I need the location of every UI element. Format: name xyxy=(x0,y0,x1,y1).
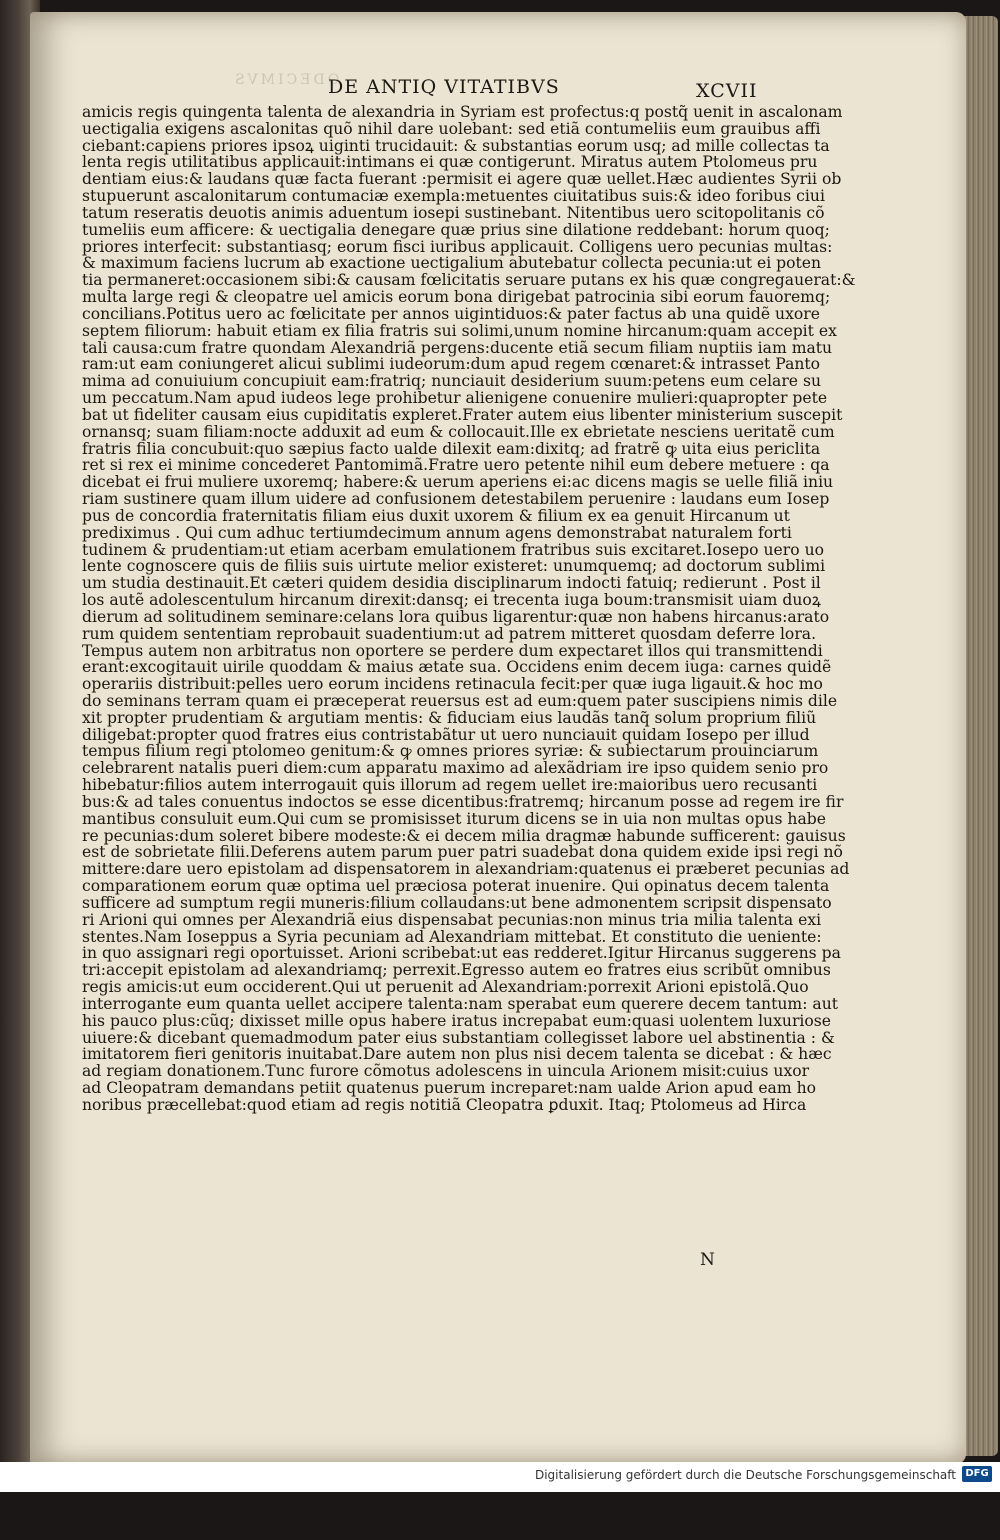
text-line: xit propter prudentiam & argutiam mentis: & fiduciam eius laudãs tanq̃ solum proprium filiũ xyxy=(82,708,817,727)
body-text-block xyxy=(82,103,856,1540)
text-line: stupuerunt ascalonitarum contumaciæ exempla:metuentes ciuitatibus suis:& ideo foribus ciui xyxy=(82,187,825,206)
text-line: los autẽ adolescentulum hircanum direxit:dansq; ei trecenta iuga boum:transmisit uiam duoꝝ xyxy=(82,591,821,610)
text-line: riam sustinere quam illum uidere ad confusionem detestabilem peruenire : laudans eum Iosep xyxy=(82,490,830,509)
text-line: ciebant:capiens priores ipsoꝝ uiginti trucidauit: & substantias eorum usq; ad mille collectas ta xyxy=(82,136,830,155)
text-line: multa large regi & cleopatre uel amicis eorum bona dirigebat patrocinia sibi eorum fauoremq; xyxy=(82,288,831,307)
text-line: his pauco plus:cũq; dixisset mille opus habere iratus increpabat eum:quasi uolentem luxuriose xyxy=(82,1011,832,1030)
text-line: mima ad conuiuium concupiuit eam:fratriq; nunciauit desiderium suum:petens eum celare su xyxy=(82,372,822,391)
text-line: ad regiam donationem.Tunc furore cõmotus adolescens in uincula Arionem misit:cuius uxor xyxy=(82,1062,810,1081)
text-line: hibebatur:filios autem interrogauit quis illorum ad regem uellet ire:maioribus uero recusanti xyxy=(82,776,818,795)
text-line: ri Arioni qui omnes per Alexandriã eius dispensabat pecunias:non minus tria milia talenta exi xyxy=(82,910,822,929)
text-line: in quo assignari regi oportuisset. Arioni scribebat:ut eas redderet.Igitur Hircanus suggerens pa xyxy=(82,944,841,963)
text-line: sufficere ad sumptum regii muneris:filium collaudans:ut bene admonentem scripsit dispensato xyxy=(82,893,832,912)
text-line: stentes.Nam Ioseppus a Syria pecuniam ad Alexandriam mittebat. Et constituto die ueniente: xyxy=(82,927,822,946)
text-line: prediximus . Qui cum adhuc tertiumdecimum annum agens demonstrabat naturalem forti xyxy=(82,523,792,542)
text-line: & maximum faciens lucrum ab exactione uectigalium abutebatur collecta pecunia:ut ei poten xyxy=(82,254,822,273)
text-line: septem filiorum: habuit etiam ex filia fratris sui solimi,unum nomine hircanum:quam accepit ex xyxy=(82,321,837,340)
text-line: lente cognoscere quis de filiis suis uirtute melior existeret: unumquemq; ad doctorum sublimi xyxy=(82,557,826,576)
running-title: DE ANTIQ VITATIBVS xyxy=(328,76,560,98)
text-line: regis amicis:ut eum occiderent.Qui ut peruenit ad Alexandriam:porrexit Arioni epistolã.Quo xyxy=(82,978,809,997)
text-line: uiuere:& dicebant quemadmodum pater eius substantiam collegisset labore uel abstinentia : & xyxy=(82,1028,835,1047)
text-line: tri:accepit epistolam ad alexandriamq; perrexit.Egresso autem eo fratres eius scribũt omnibus xyxy=(82,961,831,980)
text-line: diligebat:propter quod fratres eius contristabãtur ut uero nunciauit quidam Iosepo per illud xyxy=(82,725,810,744)
text-line: tatum reseratis deuotis animis aduentum iosepi sustinebant. Nitentibus uero scitopolitanis cõ xyxy=(82,203,825,222)
text-line: concilians.Potitus uero ac fœlicitate per annos uigintiduos:& pater factus ab una quidẽ uxore xyxy=(82,304,820,323)
text-line: amicis regis quingenta talenta de alexandria in Syriam est profectus:q postq̃ uenit in ascalonam xyxy=(82,103,843,121)
text-line: dentiam eius:& laudans quæ facta fuerant :permisit ei agere quæ uellet.Hæc audientes Syrii ob xyxy=(82,170,842,189)
text-line: bat ut fideliter causam eius cupiditatis expleret.Frater autem eius libenter ministerium suscepit xyxy=(82,405,843,424)
signature-mark: N xyxy=(700,1250,715,1270)
text-line: fratris filia concubuit:quo sæpius facto ualde dilexit eam:dixitq; ad fratrẽ ꝙ uita eius periclita xyxy=(82,439,821,458)
text-line: um peccatum.Nam apud iudeos lege prohibetur alienigene conuenire mulieri:quapropter pete xyxy=(82,389,828,408)
text-line: do seminans terram quam ei præceperat reuersus est ad eum:quem pater suscipiens nimis dile xyxy=(82,691,838,710)
text-line: ret si rex ei minime concederet Pantomimã.Fratre uero petente nihil eum debere metuere : qa xyxy=(82,456,830,475)
text-line: tia permaneret:occasionem sibi:& causam fœlicitatis seruare putans ex his quæ congregauerat:& xyxy=(82,271,856,290)
text-line: tempus filium regi ptolomeo genitum:& ꝙ omnes priores syriæ: & subiectarum prouinciarum xyxy=(82,742,819,761)
text-line: imitatorem fieri genitoris inuitabat.Dare autem non plus nisi decem talenta se dicebat : & hæc xyxy=(82,1045,832,1064)
text-line: tali causa:cum fratre quondam Alexandriã pergens:ducente etiã secum filiam nuptiis iam matu xyxy=(82,338,833,357)
text-line: tumeliis eum afficere: & uectigalia denegare quæ prius sine dilatione reddebant: horum quoq; xyxy=(82,220,830,239)
text-line: mantibus consuluit eum.Qui cum se promisisset iturum dicens se in uia non multas opus habe xyxy=(82,809,826,828)
text-line: re pecunias:dum soleret bibere modeste:& ei decem milia dragmæ habunde sufficerent: gauisus xyxy=(82,826,846,845)
text-line: erant:excogitauit uirile quoddam & maius ætate sua. Occidens enim decem iuga: carnes quidẽ xyxy=(82,658,832,677)
text-line: est de sobrietate filii.Deferens autem parum puer patri suadebat dona quidem exide ipsi regi nõ xyxy=(82,843,843,862)
text-line: tudinem & prudentiam:ut etiam acerbam emulationem fratribus suis excitaret.Iosepo uero uo xyxy=(82,540,825,559)
text-line: ram:ut eam coniungeret alicui sublimi iudeorum:dum apud regem cœnaret:& intrasset Panto xyxy=(82,355,821,374)
text-line: noribus præcellebat:quod etiam ad regis notitiã Cleopatra ꝑduxit. Itaq; Ptolomeus ad Hirca xyxy=(82,1095,807,1114)
text-line: ad Cleopatram demandans petiit quatenus puerum increparet:nam ualde Arion apud eam ho xyxy=(82,1079,817,1098)
text-line: dicebat ei frui muliere uxoremq; habere:& uerum aperiens ei:ac dicens magis se uelle filiã iniu xyxy=(82,473,834,492)
text-line: lenta regis utilitatibus applicauit:intimans ei quæ contigerunt. Miratus autem Ptolomeus pru xyxy=(82,153,818,172)
text-line: dierum ad solitudinem seminare:celans lora quibus ligarentur:quæ non habens hircanus:arato xyxy=(82,607,830,626)
folio-number: XCVII xyxy=(696,80,758,102)
text-line: Tempus autem non arbitratus non oportere se perdere dum expectaret illos qui transmittendi xyxy=(82,641,823,660)
text-line: celebrarent natalis pueri diem:cum apparatu maximo ad alexãdriam ire ipso quidem senio pro xyxy=(82,759,829,778)
text-line: pus de concordia fraternitatis filiam eius duxit uxorem & filium ex ea genuit Hircanum ut xyxy=(82,506,790,525)
bleed-through-text: ODECIMVS xyxy=(232,72,340,88)
text-line: ornansq; suam filiam:nocte adduxit ad eum & collocauit.Ille ex ebrietate nesciens ueritatẽ cum xyxy=(82,422,835,441)
text-line: rum quidem sententiam reprobauit suadentium:ut ad patrem mitteret quosdam deferre lora. xyxy=(82,624,817,643)
text-line: uectigalia exigens ascalonitas quõ nihil dare uolebant: sed etiã contumeliis eum grauibus affi xyxy=(82,119,821,138)
text-line: operariis distribuit:pelles uero eorum incidens retinacula fecit:per quæ iuga ligauit.& hoc mo xyxy=(82,675,823,694)
footer-credit: Digitalisierung gefördert durch die Deutsche Forschungsgemeinschaft xyxy=(534,1468,956,1482)
text-line: mittere:dare uero epistolam ad dispensatorem in alexandriam:quatenus ei præberet pecunias ad xyxy=(82,860,850,879)
text-line: comparationem eorum quæ optima uel præciosa poterat inuenire. Qui opinatus decem talenta xyxy=(82,877,830,896)
text-line: interrogante eum quanta uellet accipere talenta:nam sperabat eum querere decem tantum: aut xyxy=(82,994,839,1013)
text-line: bus:& ad tales conuentus indoctos se esse dicentibus:fratremq; hircanum posse ad regem ire fir xyxy=(82,792,844,811)
dfg-logo-icon: DFG xyxy=(962,1466,992,1482)
text-line: um studia destinauit.Et cæteri quidem desidia disciplinarum indocti fatuiq; redierunt . Post il xyxy=(82,574,821,593)
text-line: priores interfecit: substantiasq; eorum fisci iuribus applicauit. Colligens uero pecunias multas: xyxy=(82,237,833,256)
